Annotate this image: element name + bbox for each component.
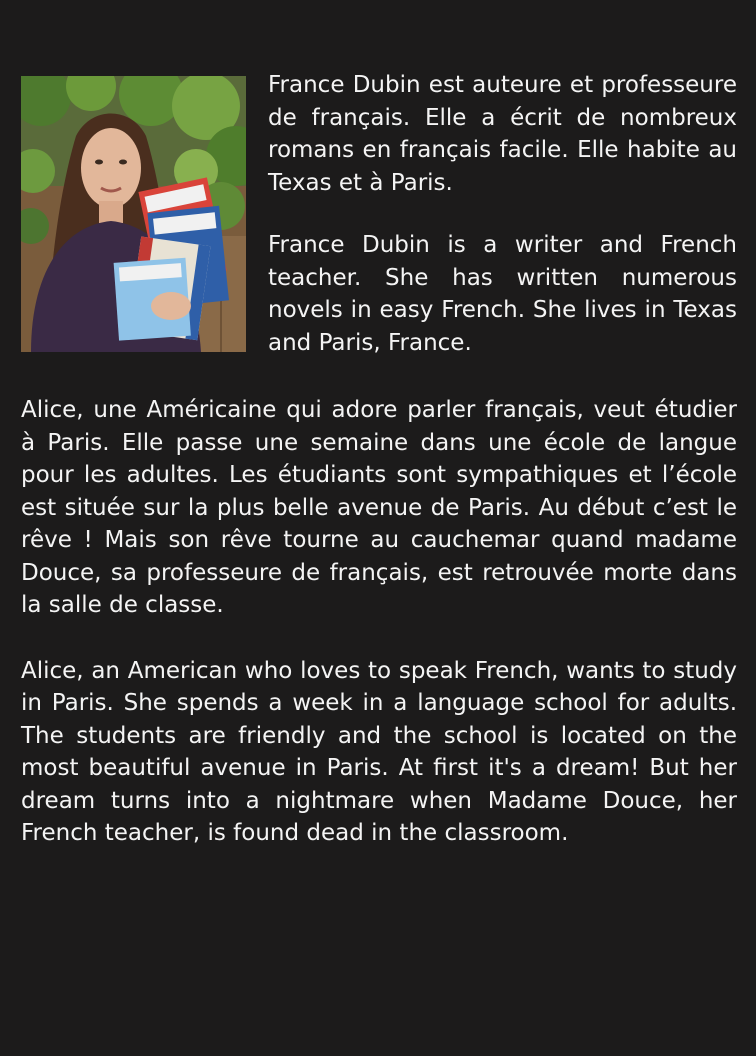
synopsis-french: Alice, une Américaine qui adore parler français, veut étudier à Paris. Elle passe une semaine dans une école de langue pour les adultes. Les étudiants sont sympathiques et l’école est située sur la plus belle avenue de Paris. Au début c’est le rêve ! Mais son rêve tourne au cauchemar quand madame Douce, sa professeure de français, est retrouvée morte dans la salle de classe. (21, 397, 737, 618)
author-photo-illustration (21, 76, 246, 352)
author-bio-english: France Dubin is a writer and French teacher. She has written numerous novels in easy French. She lives in Texas and Paris, France. (268, 232, 737, 356)
author-photo (21, 76, 246, 352)
synopsis-block (21, 394, 737, 850)
author-bio-french: France Dubin est auteure et professeure de français. Elle a écrit de nombreux romans en français facile. Elle habite au Texas et à Paris. (268, 72, 737, 196)
synopsis-english: Alice, an American who loves to speak French, wants to study in Paris. She spends a week in a language school for adults. The students are friendly and the school is located on the most beautiful avenue in Paris. At first it's a dream! But her dream turns into a nightmare when Madame Douce, her French teacher, is found dead in the classroom. (21, 657, 737, 846)
author-bio-block (268, 69, 737, 359)
